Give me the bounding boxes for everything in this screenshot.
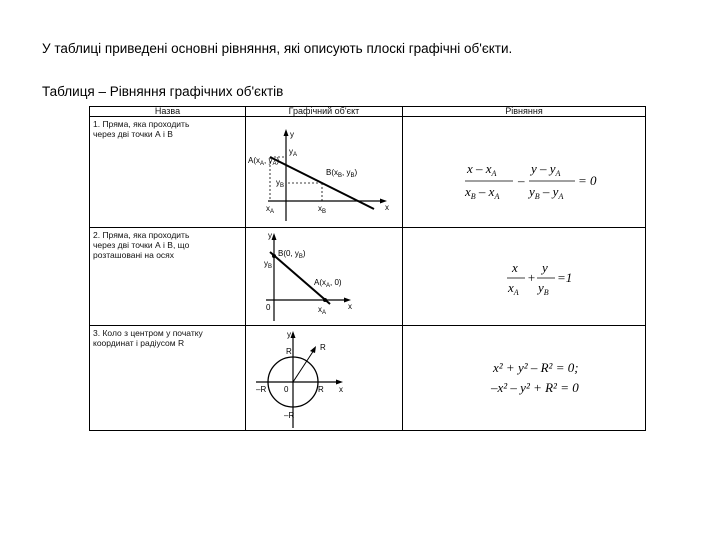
line-axes-graph	[246, 228, 402, 325]
row2-name-line: через дві точки А і В, що	[93, 240, 190, 250]
row2-name-line: розташовані на осях	[93, 250, 175, 260]
row1-formula	[403, 117, 646, 228]
table-row-circle	[90, 326, 646, 431]
equations-table	[89, 106, 646, 431]
y-axis-arrow	[272, 233, 277, 240]
formula-equals: = 0	[578, 173, 597, 188]
formula-circle-line1: x² + y² – R² = 0;	[493, 360, 579, 375]
row1-graph	[246, 117, 403, 228]
formula-line-two-points	[403, 117, 645, 227]
y-axis-label: y	[290, 130, 294, 139]
row2-formula	[403, 228, 646, 326]
x-axis-arrow	[336, 380, 343, 385]
formula-rhs: =1	[557, 270, 573, 285]
circle-graph	[246, 326, 402, 430]
formula-t2-num: y	[542, 260, 548, 275]
formula-num-left: x – $x_A$	[467, 161, 497, 178]
point-b-label: $B(x_B$, $y_B$)	[326, 168, 358, 179]
formula-line-axes	[403, 228, 645, 325]
point-b	[272, 254, 276, 258]
y-axis-arrow	[291, 331, 296, 338]
table-caption: Таблиця – Рівняння графічних об'єктів	[42, 84, 284, 99]
table-header-row	[90, 107, 646, 117]
formula-circle	[403, 326, 645, 430]
table-row-line-two-points	[90, 117, 646, 228]
row1-name-line: 1. Пряма, яка проходить	[93, 119, 190, 129]
formula-num-right: y – $y_A$	[531, 161, 561, 178]
line-two-points-graph	[246, 117, 402, 227]
formula-den-left: $x_B - x_A$	[465, 184, 500, 201]
x-axis-label: x	[348, 302, 352, 311]
row3-name-line: 3. Коло з центром у початку	[93, 328, 203, 338]
row2-graph	[246, 228, 403, 326]
row3-name	[90, 326, 246, 431]
r-right-label: R	[318, 385, 324, 394]
r-bottom-label: –R	[284, 411, 295, 420]
row2-name-line: 2. Пряма, яка проходить	[93, 230, 190, 240]
tick-xa: $x_A$	[266, 204, 275, 215]
row2-name	[90, 228, 246, 326]
formula-t2-den: $y_B$	[538, 280, 549, 297]
tick-ya: $y_A$	[289, 147, 298, 158]
formula-t1-den: $x_A$	[508, 280, 519, 297]
table-row-line-axes-points	[90, 228, 646, 326]
x-axis-label: x	[339, 385, 343, 394]
point-b-label: B(0, $y_B$)	[278, 249, 306, 260]
row3-name-line: координат і радіусом R	[93, 338, 185, 348]
formula-minus: –	[518, 173, 525, 188]
tick-xb: $x_B$	[318, 204, 327, 215]
point-a-label: $A(x_A$, 0)	[314, 278, 342, 289]
r-top-label: R	[286, 347, 292, 356]
y-axis-arrow	[284, 129, 289, 136]
row3-graph	[246, 326, 403, 431]
header-name: Назва	[90, 107, 246, 117]
y-axis-label: y	[287, 330, 291, 339]
y-axis-label: y	[268, 231, 272, 240]
formula-den-right: $y_B - y_A$	[529, 184, 564, 201]
radius-label: R	[320, 343, 326, 352]
formula-t1-num: x	[512, 260, 518, 275]
row1-name	[90, 117, 246, 228]
point-a	[323, 298, 327, 302]
radius-line	[293, 350, 314, 382]
tick-yb: $y_B$	[264, 259, 273, 270]
intro-text: У таблиці приведені основні рівняння, які описують плоскі графічні об'єкти.	[42, 41, 513, 56]
header-equation: Рівняння	[403, 107, 646, 117]
formula-plus: +	[527, 270, 536, 285]
header-graphic-object: Графічний об'єкт	[246, 107, 403, 117]
origin-label: 0	[266, 303, 271, 312]
formula-circle-line2: –x² – y² + R² = 0	[491, 380, 579, 395]
x-axis-label: x	[385, 203, 389, 212]
radius-arrow	[310, 346, 316, 353]
row1-name-line: через дві точки А і В	[93, 129, 173, 139]
tick-yb: $y_B$	[276, 178, 285, 189]
row3-formula	[403, 326, 646, 431]
origin-label: 0	[284, 385, 289, 394]
point-a-label: $A(x_A$, $y_A$)	[248, 156, 280, 167]
tick-xa: $x_A$	[318, 305, 327, 316]
r-left-label: –R	[256, 385, 267, 394]
